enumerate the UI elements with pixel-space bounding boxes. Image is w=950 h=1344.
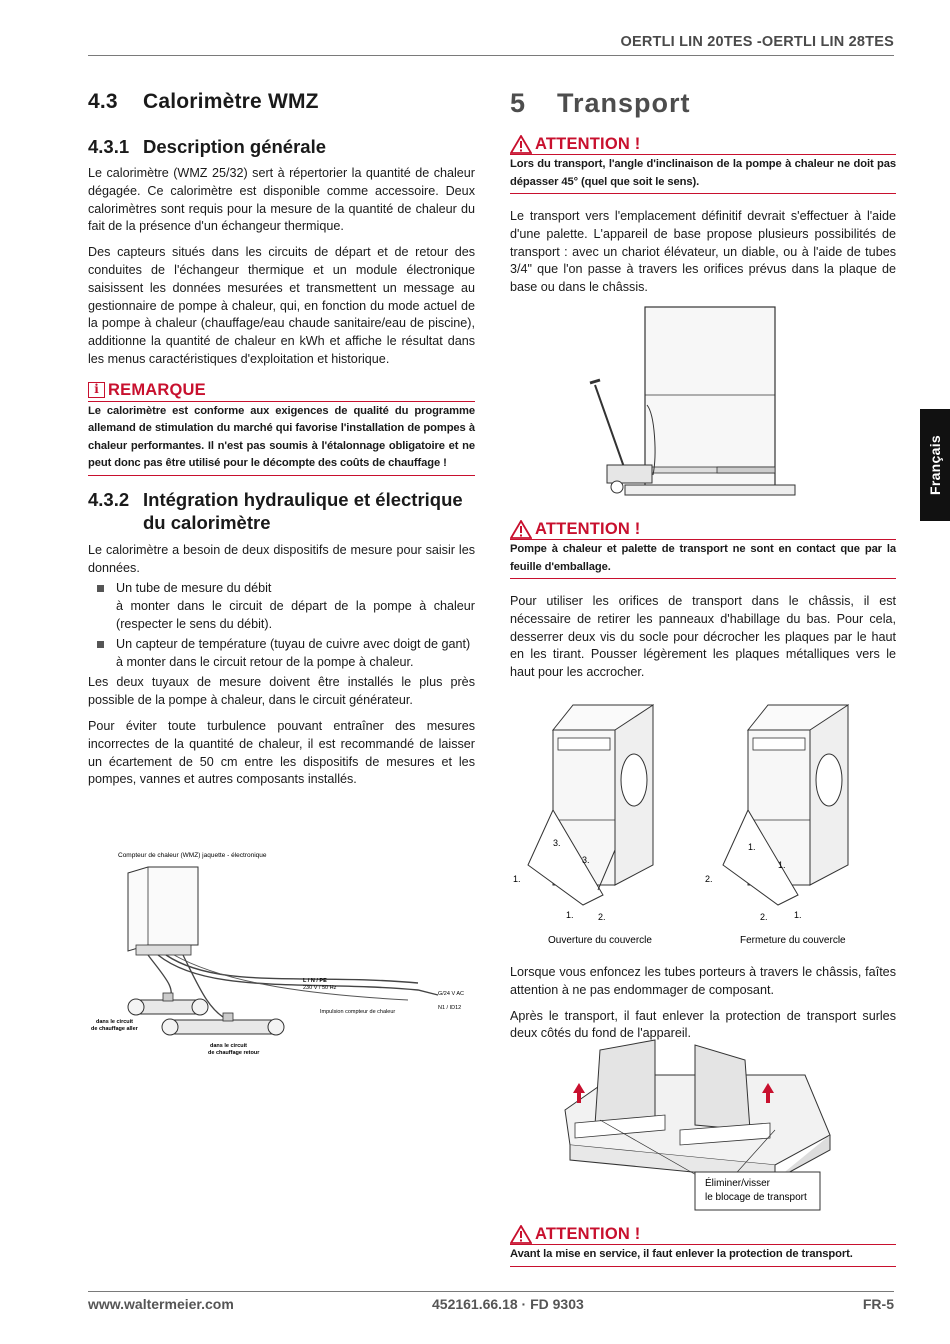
fig-aller2: de chauffage aller [91, 1026, 138, 1032]
paragraph: Pour utiliser les orifices de transport dans le châssis, il est nécessaire de retirer les panneaux d'habillage du bas. Pour cela, desserrer deux vis du socle pour décrocher les plaques par le haut en les tirant. Pousser légèrement les plaques métalliques vers le haut pour les accrocher. [510, 594, 896, 680]
heat-meter-diagram [88, 845, 478, 1070]
section-4-3-heading [88, 90, 475, 114]
list-item-cont: à monter dans le circuit retour de la pompe à chaleur. [116, 654, 414, 669]
paragraph: Après le transport, il faut enlever la protection de transport surles deux côtés du fond de l'appareil. [510, 1008, 896, 1041]
bullet-list [88, 580, 475, 671]
attention-title: ATTENTION ! [535, 520, 641, 538]
attention-box [510, 1225, 896, 1267]
attention-header [510, 1225, 896, 1245]
paragraph: Pour éviter toute turbulence pouvant entraîner des mesures incorrectes de la quantité de chaleur, il est recommandé de laisser un écartement de 50 cm entre les dispositifs de mesures et les pompes, vannes et autres composants installés. [88, 718, 475, 787]
list-item [88, 580, 475, 633]
left-column [88, 90, 475, 797]
fig-retour2: de chauffage retour [208, 1050, 260, 1056]
attention-header [510, 520, 896, 540]
paragraph: Le calorimètre a besoin de deux dispositifs de mesure pour saisir les données. [88, 542, 475, 575]
open-cover-unit [513, 705, 653, 946]
note-header [88, 381, 475, 402]
attention-text: Lors du transport, l'angle d'inclinaison de la pompe à chaleur ne doit pas dépasser 45° (quel que soit le sens). [510, 155, 896, 194]
list-item-main: Un tube de mesure du débit [116, 581, 272, 596]
paragraph: Le transport vers l'emplacement définitif devrait s'effectuer à l'aide d'une palette. L'appareil de base propose plusieurs possibilités de transport : avec un chariot élévateur, un diable, ou à l'aide de tubes 3/4" que l'on passe à travers les orifices prévus dans la plaque de base ou dans le châssis. [510, 209, 896, 295]
paragraph: Des capteurs situés dans les circuits de départ et de retour des conduites de l'échangeur thermique et un module électronique saisissent les données mesurées et transmettent un message au gestionnaire de pompe à chaleur, qui, en fonction du mode actuel de la pompe à chaleur (chauffage/eau chaude sanitaire/eau de piscine), additionne la quantité de chaleur en kWh et affiche le résultat dans les menus caractéristiques d'exploitation et historique. [88, 245, 475, 366]
attention-text: Pompe à chaleur et palette de transport ne sont en contact que par la feuille d'emballage. [510, 540, 896, 579]
step-label: 2. [760, 912, 768, 922]
lock-label-line1: Éliminer/visser [705, 1178, 771, 1189]
step-label: 2. [598, 912, 606, 922]
step-label: 1. [748, 842, 756, 852]
lock-label-line2: le blocage de transport [705, 1192, 807, 1203]
right-column [510, 90, 896, 305]
step-label: 1. [566, 910, 574, 920]
note-text: Le calorimètre est conforme aux exigences de qualité du programme allemand de stimulation du marché qui favorise l'installation de pompes à chaleur performantes. Il n'est pas soumis à l'étalonnage obligatoire et ne peut donc pas être utilisé pour le décompte des coûts de chauffage ! [88, 402, 475, 476]
warning-icon [510, 135, 532, 154]
header-title: OERTLI LIN 20TES -OERTLI LIN 28TES [620, 34, 894, 50]
section-title-line2: du calorimètre [143, 511, 271, 533]
list-item-main: Un capteur de température (tuyau de cuivre avec doigt de gant) [116, 636, 471, 651]
note-box [88, 381, 475, 476]
step-label: 1. [794, 910, 802, 920]
language-tab [920, 409, 950, 521]
fig-impulse: Impulsion compteur de chaleur [320, 1009, 396, 1015]
fig-n1: N1 / ID12 [438, 1005, 462, 1011]
list-item-cont: à monter dans le circuit de départ de la pompe à chaleur (respecter le sens du débit). [116, 599, 475, 631]
attention-title: ATTENTION ! [535, 1225, 641, 1243]
attention-title: ATTENTION ! [535, 135, 641, 153]
step-label: 1. [778, 860, 786, 870]
open-cover-caption: Ouverture du couvercle [548, 935, 652, 946]
fig-volt: 230 V / 50 Hz [303, 985, 337, 991]
section-title: Calorimètre WMZ [143, 90, 319, 113]
warning-icon [510, 520, 532, 539]
fig-aller1: dans le circuit [96, 1019, 133, 1025]
transport-lock-diagram [555, 1035, 835, 1215]
footer-doc-number: 452161.66.18 · FD 9303 [432, 1296, 584, 1312]
step-label: 3. [582, 855, 590, 865]
section-title-line1: Intégration hydraulique et électrique [143, 488, 463, 510]
fig-retour1: dans le circuit [210, 1043, 247, 1049]
section-number: 5 [510, 88, 527, 118]
paragraph: Le calorimètre (WMZ 25/32) sert à répertorier la quantité de chaleur dégagée. Ce calorimètre est disponible comme accessoire. Deux calorimètres sont requis pour la mesure de la quantité de chaleur du fait de la présence d'un échangeur thermique. [88, 166, 475, 234]
list-item [88, 636, 475, 672]
note-title: REMARQUE [108, 380, 206, 399]
section-4-3-2-heading [88, 488, 475, 534]
cover-diagram [508, 700, 898, 950]
section-5-heading [510, 88, 896, 119]
step-label: 1. [513, 874, 521, 884]
paragraph: Les deux tuyaux de mesure doivent être installés le plus près possible de la pompe à chaleur, dans le circuit générateur. [88, 675, 475, 708]
pallet-transport-diagram [585, 305, 805, 505]
language-tab-label: Français [927, 435, 943, 495]
section-title: Description générale [143, 136, 327, 157]
fig-lnpe: L / N / PE [303, 978, 327, 984]
section-number: 4.3.2 [88, 488, 130, 510]
close-cover-caption: Fermeture du couvercle [740, 935, 846, 946]
attention-text: Avant la mise en service, il faut enlever la protection de transport. [510, 1245, 896, 1267]
warning-icon [510, 1225, 532, 1244]
section-title: Transport [557, 88, 691, 118]
attention-box [510, 135, 896, 194]
section-4-3-1-heading [88, 136, 475, 158]
fig-title: Compteur de chaleur (WMZ) jaquette - électronique [118, 852, 267, 859]
step-label: 2. [705, 874, 713, 884]
close-cover-unit [705, 705, 848, 946]
fig-g24: G/24 V AC [438, 991, 464, 997]
section-number: 4.3.1 [88, 136, 130, 157]
section-number: 4.3 [88, 90, 118, 113]
step-label: 3. [553, 838, 561, 848]
attention-box [510, 520, 896, 690]
attention-header [510, 135, 896, 155]
footer-rule [88, 1291, 894, 1292]
footer-page-number: FR-5 [862, 1296, 894, 1312]
page-header [88, 34, 894, 56]
info-icon: i [88, 382, 105, 398]
paragraph: Lorsque vous enfoncez les tubes porteurs à travers le châssis, faîtes attention à ne pas endommager de composant. [510, 965, 896, 997]
footer-url: www.waltermeier.com [88, 1296, 234, 1312]
